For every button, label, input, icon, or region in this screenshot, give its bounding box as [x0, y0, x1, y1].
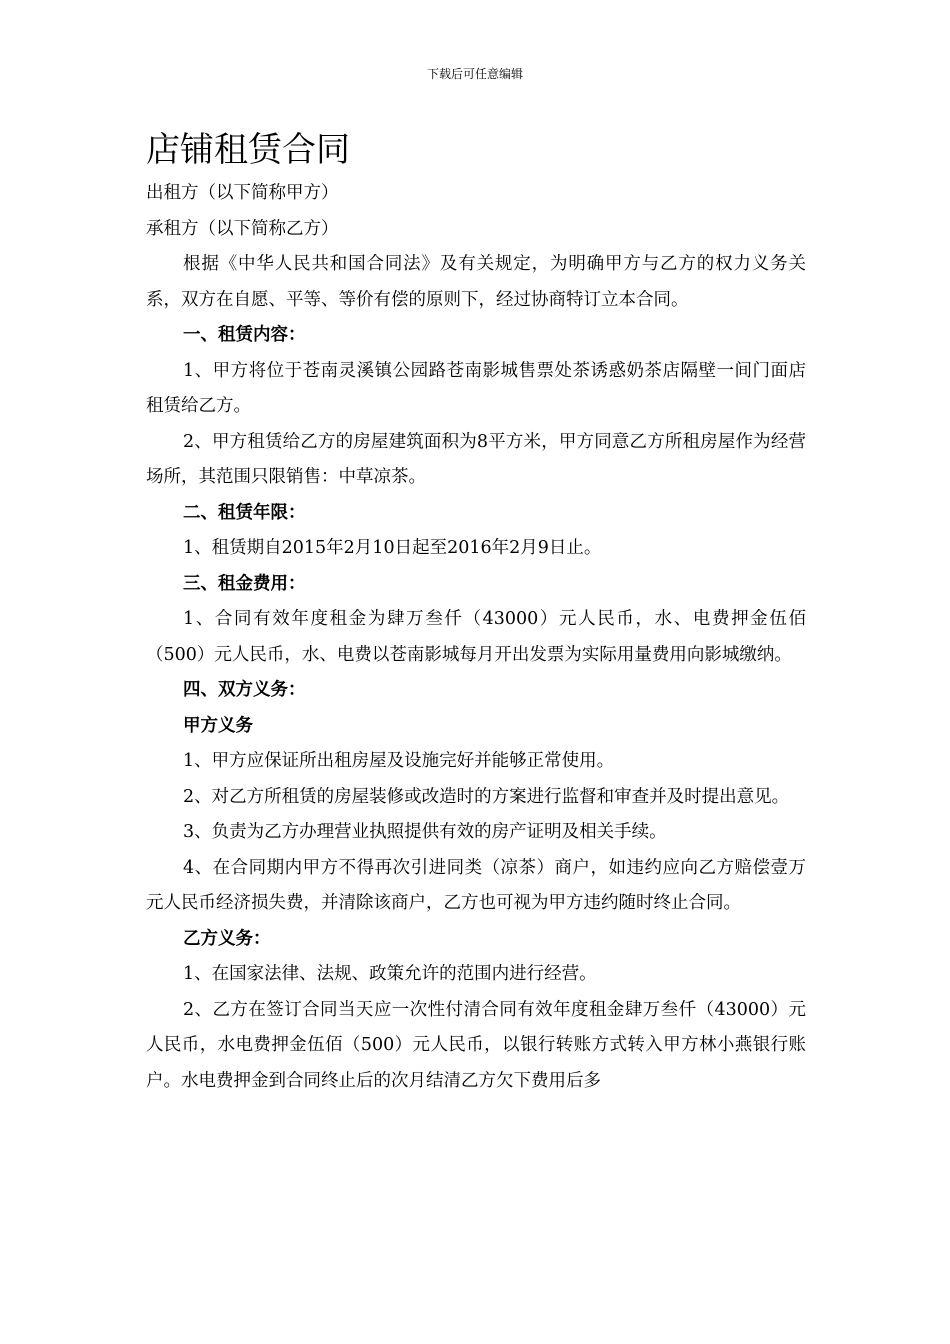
section-2-clause-1: 1、租赁期自2015年2月10日起至2016年2月9日止。: [183, 538, 602, 558]
section-3-clause-1: 1、合同有效年度租金为肆万叁仟（43000）元人民币，水、电费押金伍佰（500）元人民币，水、电费以苍南影城每月开出发票为实际用量费用向影城缴纳。: [146, 609, 806, 665]
section-1-heading: 一、租赁内容：: [183, 325, 306, 345]
lessor-duties-heading: 甲方义务: [183, 715, 253, 736]
lessor-duty-2: 2、对乙方所租赁的房屋装修或改造时的方案进行监督和审查并及时提出意见。: [183, 786, 790, 807]
lessee-duty-2: 2、乙方在签订合同当天应一次性付清合同有效年度租金肆万叁仟（43000）元人民币，水电费押金伍佰（500）元人民币，以银行转账方式转入甲方林小燕银行账户。水电费押金到合同终止后的次月结清乙方欠下费用后多: [146, 999, 806, 1091]
lessor-duty-3: 3、负责为乙方办理营业执照提供有效的房产证明及相关手续。: [183, 822, 667, 842]
lessor-line: 出租方（以下简称甲方）: [146, 183, 339, 203]
document-title: 店铺租赁合同: [146, 130, 350, 170]
lessee-line: 承租方（以下简称乙方）: [146, 218, 339, 239]
page-header: 下载后可任意编辑: [426, 67, 523, 81]
lessee-duties-heading: 乙方义务：: [183, 928, 271, 949]
lessor-duty-4: 4、在合同期内甲方不得再次引进同类（凉茶）商户，如违约应向乙方赔偿壹万元人民币经济损失费，并清除该商户，乙方也可视为甲方违约随时终止合同。: [146, 857, 806, 913]
intro-paragraph: 根据《中华人民共和国合同法》及有关规定，为明确甲方与乙方的权力义务关系，双方在自愿、平等、等价有偿的原则下，经过协商特订立本合同。: [146, 254, 806, 310]
lessor-duty-1: 1、甲方应保证所出租房屋及设施完好并能够正常使用。: [183, 751, 615, 771]
section-2-heading: 二、租赁年限：: [183, 502, 306, 523]
lessee-duty-1: 1、在国家法律、法规、政策允许的范围内进行经营。: [183, 964, 597, 984]
section-1-clause-2: 2、甲方租赁给乙方的房屋建筑面积为8平方米，甲方同意乙方所租房屋作为经营场所，其范围只限销售：中草凉茶。: [146, 431, 806, 487]
document-body: [146, 126, 806, 1099]
section-3-heading: 三、租金费用：: [183, 573, 306, 594]
section-1-clause-1: 1、甲方将位于苍南灵溪镇公园路苍南影城售票处茶诱惑奶茶店隔壁一间门面店租赁给乙方。: [146, 360, 806, 416]
section-4-heading: 四、双方义务：: [183, 680, 306, 700]
